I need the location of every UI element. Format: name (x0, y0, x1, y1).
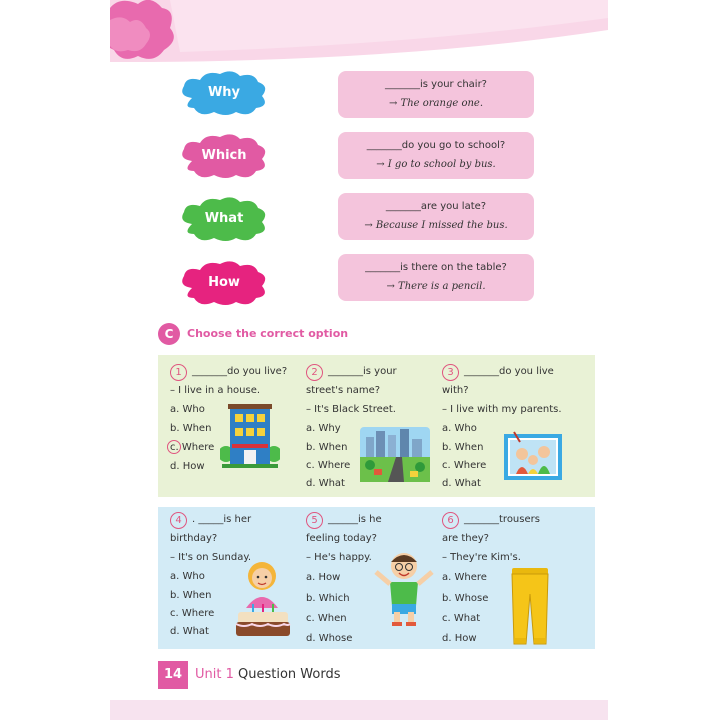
option-c[interactable]: c. Where (170, 608, 215, 619)
option-d[interactable]: d. What (306, 478, 345, 489)
match-question: _______are you late? (385, 201, 487, 212)
match-box-3 (338, 193, 534, 240)
cloud-how (178, 258, 270, 308)
exercise-line: _______is your (328, 366, 397, 377)
cloud-what (178, 194, 270, 244)
exercise-line: – They're Kim's. (442, 552, 521, 563)
cloud-which (178, 131, 270, 181)
option-a[interactable]: a. Who (442, 423, 477, 434)
exercise-line: _______do you live (464, 366, 554, 377)
option-b[interactable]: b. When (442, 442, 484, 453)
cloud-why (178, 68, 270, 118)
match-box-4 (338, 254, 534, 301)
match-question: _______is your chair? (385, 79, 487, 90)
page-number: 14 (158, 661, 188, 689)
option-c[interactable]: c. What (442, 613, 481, 624)
exercise-number: 1 (170, 364, 187, 381)
match-box-1 (338, 71, 534, 118)
exercise-number: 5 (306, 512, 323, 529)
birthday-girl-picture (232, 558, 294, 640)
option-a[interactable]: a. How (306, 572, 341, 583)
happy-boy-picture (372, 550, 436, 628)
option-b[interactable]: b. Which (306, 593, 350, 604)
option-d[interactable]: d. What (442, 478, 481, 489)
exercise-number: 3 (442, 364, 459, 381)
match-answer: → Because I missed the bus. (364, 220, 508, 231)
match-question: _______do you go to school? (366, 140, 506, 151)
trousers-picture (508, 566, 552, 646)
option-d[interactable]: d. What (170, 626, 209, 637)
option-a[interactable]: a. Who (170, 404, 205, 415)
exercise-number: 2 (306, 364, 323, 381)
option-b[interactable]: b. Whose (442, 593, 489, 604)
exercise-line: _______trousers (464, 514, 540, 525)
option-c[interactable]: c. Where (170, 442, 215, 453)
cloud-label: Which (201, 148, 247, 163)
exercise-line: _______do you live? (192, 366, 288, 377)
exercise-line: – I live with my parents. (442, 404, 562, 415)
exercise-line: . _____is her (192, 514, 252, 525)
header-decoration (110, 0, 608, 62)
option-b[interactable]: b. When (306, 442, 348, 453)
exercise-line: with? (442, 385, 469, 396)
match-answer: → I go to school by bus. (376, 159, 496, 170)
section-badge: C (158, 323, 180, 345)
footer-unit: Unit 1 (195, 667, 234, 682)
cloud-label: What (204, 211, 244, 226)
exercise-line: are they? (442, 533, 489, 544)
footer-band (110, 700, 608, 720)
option-a[interactable]: a. Where (442, 572, 487, 583)
option-c[interactable]: c. When (306, 613, 347, 624)
match-question: _______is there on the table? (365, 262, 507, 273)
option-b[interactable]: b. When (170, 590, 212, 601)
option-a[interactable]: a. Why (306, 423, 341, 434)
exercise-number: 4 (170, 512, 187, 529)
match-box-2 (338, 132, 534, 179)
cloud-label: Why (207, 85, 241, 100)
match-answer: → The orange one. (388, 98, 484, 109)
exercise-line: – I live in a house. (170, 385, 261, 396)
building-picture (220, 404, 280, 470)
exercise-line: birthday? (170, 533, 218, 544)
workbook-page (110, 0, 608, 720)
option-a[interactable]: a. Who (170, 571, 205, 582)
section-title: Choose the correct option (187, 327, 349, 340)
option-d[interactable]: d. How (442, 633, 477, 644)
option-c[interactable]: c. Where (306, 460, 351, 471)
page-footer-title (195, 667, 340, 682)
exercise-line: – It's Black Street. (306, 404, 396, 415)
family-photo-picture (502, 428, 564, 482)
exercise-line: – He's happy. (306, 552, 372, 563)
exercise-line: feeling today? (306, 533, 377, 544)
exercise-line: – It's on Sunday. (170, 552, 251, 563)
option-d[interactable]: d. How (170, 461, 205, 472)
footer-topic: Question Words (238, 667, 341, 682)
exercise-number: 6 (442, 512, 459, 529)
exercise-line: ______is he (328, 514, 382, 525)
option-b[interactable]: b. When (170, 423, 212, 434)
option-c[interactable]: c. Where (442, 460, 487, 471)
match-answer: → There is a pencil. (386, 281, 486, 292)
cloud-label: How (208, 275, 240, 290)
street-picture (360, 427, 430, 482)
exercise-line: street's name? (306, 385, 381, 396)
option-d[interactable]: d. Whose (306, 633, 353, 644)
